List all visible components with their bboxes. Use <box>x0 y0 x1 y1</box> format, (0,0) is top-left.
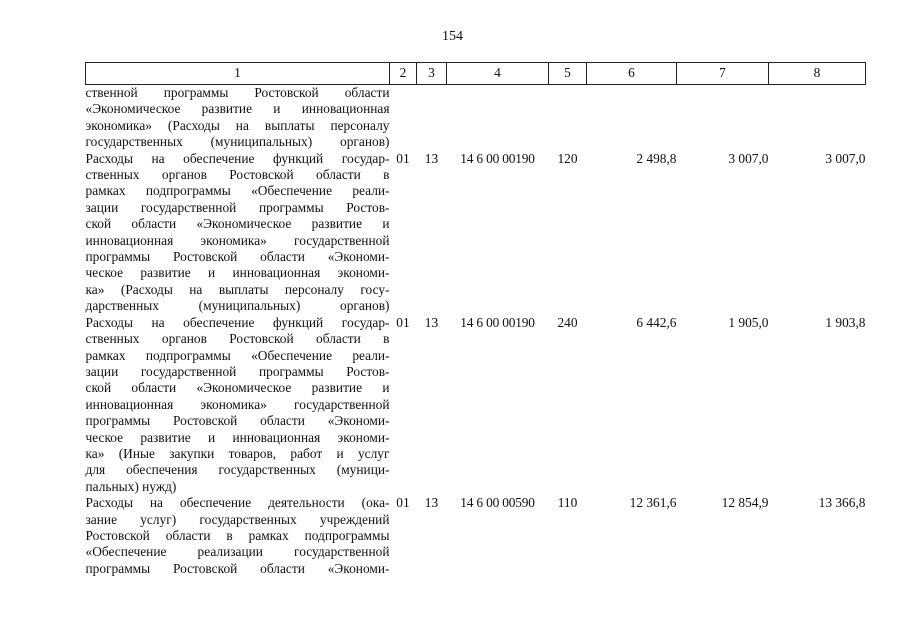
budget-table <box>85 62 866 577</box>
description-line: Расходы на обеспечение функций государ- <box>85 314 390 330</box>
table-row <box>86 151 866 315</box>
description-line: «Экономическое развитие и инновационная <box>85 101 390 117</box>
table-row <box>86 315 866 495</box>
header-col-8: 8 <box>769 63 866 85</box>
description-line: ческое развитие и инновационная экономи- <box>85 429 390 445</box>
description-line: ческое развитие и инновационная экономи- <box>85 265 390 281</box>
description-line: зации государственной программы Ростов- <box>85 363 390 379</box>
description-line: ской области «Экономическое развитие и <box>85 216 390 232</box>
description-line: Расходы на обеспечение функций государ- <box>85 150 390 166</box>
amount-col-7 <box>677 85 769 151</box>
description-line: программы Ростовской области «Экономи- <box>85 249 390 265</box>
description-line: «Обеспечение реализации государственной <box>85 544 390 560</box>
header-col-2: 2 <box>390 63 417 85</box>
description-line: рамках подпрограммы «Обеспечение реали- <box>85 183 390 199</box>
description-line: пальных) нужд) <box>85 478 177 494</box>
header-col-4: 4 <box>447 63 549 85</box>
expense-type-code <box>549 85 587 151</box>
target-article-code <box>447 85 549 151</box>
row-description <box>86 495 390 577</box>
description-line: ка» (Иные закупки товаров, работ и услуг <box>85 445 390 461</box>
description-line: зации государственной программы Ростов- <box>85 199 390 215</box>
subsection-code: 13 <box>424 495 439 511</box>
description-line: для обеспечения государственных (муници- <box>85 462 390 478</box>
description-line: зание услуг) государственных учреждений <box>85 511 390 527</box>
table-header <box>86 63 866 85</box>
description-line: экономика» (Расходы на выплаты персоналу <box>85 117 390 133</box>
amount-col-8: 13 366,8 <box>818 495 866 511</box>
header-col-5: 5 <box>549 63 587 85</box>
description-line: ка» (Расходы на выплаты персоналу госу- <box>85 281 390 297</box>
amount-col-8: 3 007,0 <box>825 150 866 166</box>
amount-col-8: 1 903,8 <box>825 314 866 330</box>
expense-type-code: 240 <box>557 314 578 330</box>
description-line: программы Ростовской области «Экономи- <box>85 560 390 576</box>
description-line: Расходы на обеспечение деятельности (ока- <box>85 495 390 511</box>
subsection-code: 13 <box>424 150 439 166</box>
description-line: ственных органов Ростовской области в <box>85 331 390 347</box>
description-line: инновационная экономика» государственной <box>85 396 390 412</box>
table-body <box>86 85 866 578</box>
description-line: программы Ростовской области «Экономи- <box>85 413 390 429</box>
amount-col-6: 12 361,6 <box>629 495 677 511</box>
target-article-code: 14 6 00 00190 <box>460 314 535 330</box>
description-line: рамках подпрограммы «Обеспечение реали- <box>85 347 390 363</box>
target-article-code: 14 6 00 00190 <box>460 150 535 166</box>
page-number: 154 <box>442 29 463 44</box>
amount-col-7: 3 007,0 <box>728 150 769 166</box>
header-col-1: 1 <box>86 63 390 85</box>
amount-col-6: 6 442,6 <box>636 314 677 330</box>
description-line: ской области «Экономическое развитие и <box>85 380 390 396</box>
subsection-code <box>417 85 447 151</box>
amount-col-8 <box>769 85 866 151</box>
description-line: инновационная экономика» государственной <box>85 232 390 248</box>
section-code <box>390 85 417 151</box>
section-code: 01 <box>396 150 410 166</box>
table-row <box>86 495 866 577</box>
header-col-3: 3 <box>417 63 447 85</box>
description-line: Ростовской области в рамках подпрограммы <box>85 527 390 543</box>
expense-type-code: 120 <box>557 150 578 166</box>
amount-col-7: 1 905,0 <box>728 314 769 330</box>
row-description <box>86 85 390 151</box>
row-description <box>86 151 390 315</box>
amount-col-6: 2 498,8 <box>636 150 677 166</box>
description-line: дарственных (муниципальных) органов) <box>85 298 390 314</box>
target-article-code: 14 6 00 00590 <box>460 495 535 511</box>
section-code: 01 <box>396 495 410 511</box>
header-row <box>86 63 866 85</box>
table-row <box>86 85 866 151</box>
amount-col-6 <box>587 85 677 151</box>
header-col-6: 6 <box>587 63 677 85</box>
row-description <box>86 315 390 495</box>
subsection-code: 13 <box>424 314 439 330</box>
description-line: государственных (муниципальных) органов) <box>85 134 390 150</box>
expense-type-code: 110 <box>557 495 578 511</box>
amount-col-7: 12 854,9 <box>721 495 769 511</box>
description-line: ственных органов Ростовской области в <box>85 167 390 183</box>
section-code: 01 <box>396 314 410 330</box>
description-line: ственной программы Ростовской области <box>85 85 390 100</box>
header-col-7: 7 <box>677 63 769 85</box>
